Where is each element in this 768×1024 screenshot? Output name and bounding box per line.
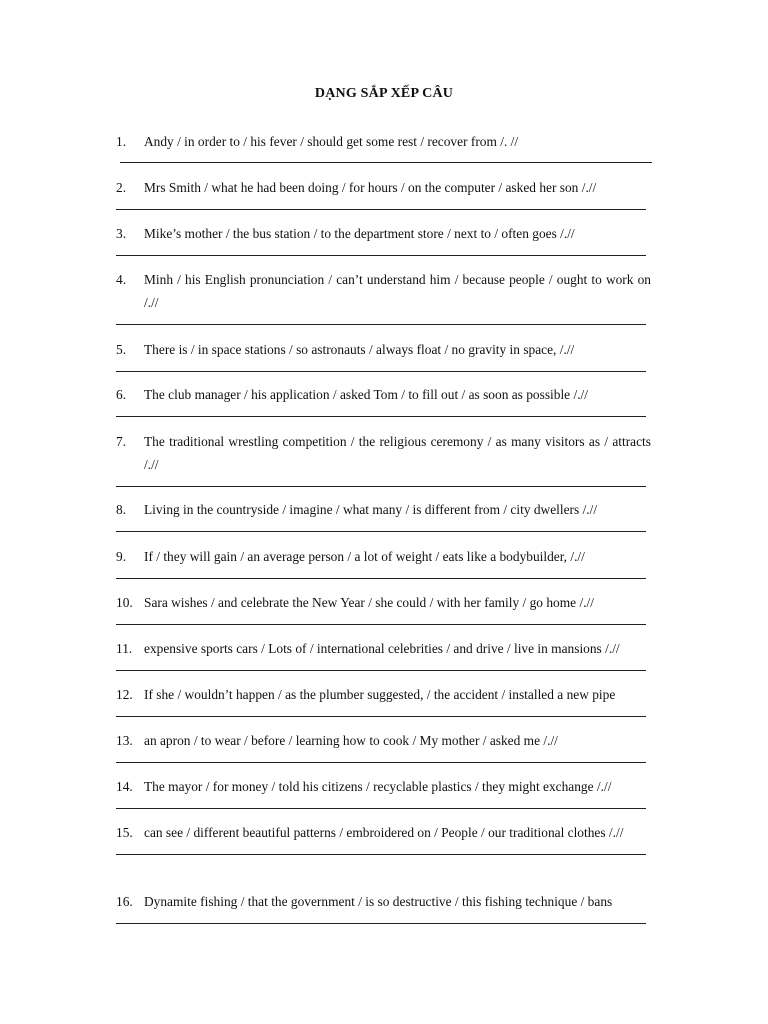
answer-line (116, 324, 646, 325)
answer-line (116, 808, 646, 809)
item-number: 9. (116, 549, 127, 564)
exercise-item-1 (116, 130, 651, 163)
answer-line (116, 486, 646, 487)
item-text: Dynamite fishing / that the government / is so destructive / this fishing technique / bans (144, 894, 613, 909)
item-text: Andy / in order to / his fever / should get some rest / recover from /. // (144, 134, 519, 149)
item-number: 8. (116, 502, 127, 517)
item-text: There is / in space stations / so astronauts / always float / no gravity in space, /.// (144, 342, 575, 357)
item-number: 6. (116, 387, 127, 402)
answer-line (116, 923, 646, 924)
exercise-row (116, 637, 651, 660)
item-text: Minh / his English pronunciation / can’t understand him / because people / ought to work on /.// (144, 272, 651, 310)
item-text: The club manager / his application / asked Tom / to fill out / as soon as possible /.// (144, 387, 588, 402)
item-number: 13. (116, 733, 133, 748)
answer-line (116, 209, 646, 210)
exercise-row (116, 890, 651, 913)
exercise-item-7 (116, 430, 651, 487)
item-text: If she / wouldn’t happen / as the plumber suggested, / the accident / installed a new pipe (144, 687, 616, 702)
item-number: 4. (116, 272, 127, 287)
answer-line (116, 416, 646, 417)
exercise-row (116, 430, 651, 476)
exercise-item-10 (116, 591, 651, 625)
exercise-row (116, 130, 651, 153)
answer-line (116, 255, 646, 256)
item-text: expensive sports cars / Lots of / international celebrities / and drive / live in mansions /.// (144, 641, 620, 656)
exercise-row (116, 775, 651, 798)
answer-line (116, 578, 646, 579)
item-number: 11. (116, 641, 133, 656)
item-text: Sara wishes / and celebrate the New Year / she could / with her family / go home /.// (144, 595, 594, 610)
answer-line (116, 531, 646, 532)
exercise-item-5 (116, 338, 651, 372)
item-text: Living in the countryside / imagine / what many / is different from / city dwellers /.// (144, 502, 598, 517)
item-number: 10. (116, 595, 133, 610)
item-number: 15. (116, 825, 133, 840)
item-number: 1. (116, 134, 127, 149)
item-text: If / they will gain / an average person / a lot of weight / eats like a bodybuilder, /.// (144, 549, 585, 564)
exercise-row (116, 683, 651, 706)
exercise-item-6 (116, 383, 651, 417)
exercise-row (116, 591, 651, 614)
item-text: Mike’s mother / the bus station / to the department store / next to / often goes /.// (144, 226, 575, 241)
exercise-row (116, 338, 651, 361)
answer-line (116, 854, 646, 855)
exercise-row (116, 545, 651, 568)
exercise-item-11 (116, 637, 651, 671)
answer-line (116, 762, 646, 763)
exercise-row (116, 729, 651, 752)
exercise-row (116, 222, 651, 245)
exercise-row (116, 383, 651, 406)
exercise-item-2 (116, 176, 651, 210)
answer-line (116, 624, 646, 625)
item-text: The traditional wrestling competition / the religious ceremony / as many visitors as / attracts /.// (144, 434, 651, 472)
answer-line (120, 162, 652, 163)
item-text: Mrs Smith / what he had been doing / for hours / on the computer / asked her son /.// (144, 180, 597, 195)
exercise-item-4 (116, 268, 651, 325)
exercise-row (116, 176, 651, 199)
exercise-row (116, 498, 651, 521)
exercise-item-14 (116, 775, 651, 809)
exercise-item-12 (116, 683, 651, 717)
item-number: 2. (116, 180, 127, 195)
item-text: The mayor / for money / told his citizens / recyclable plastics / they might exchange /.// (144, 779, 612, 794)
answer-line (116, 670, 646, 671)
exercise-item-8 (116, 498, 651, 532)
item-number: 14. (116, 779, 133, 794)
exercise-row (116, 268, 651, 314)
answer-line (116, 716, 646, 717)
page-title: DẠNG SẮP XẾP CÂU (314, 86, 454, 101)
item-text: can see / different beautiful patterns / embroidered on / People / our traditional clothes /.// (144, 825, 624, 840)
item-number: 16. (116, 894, 133, 909)
item-text: an apron / to wear / before / learning how to cook / My mother / asked me /.// (144, 733, 558, 748)
item-number: 5. (116, 342, 127, 357)
exercise-item-15 (116, 821, 651, 855)
item-number: 7. (116, 434, 127, 449)
exercise-item-9 (116, 545, 651, 579)
exercise-row (116, 821, 651, 844)
item-number: 12. (116, 687, 133, 702)
exercise-item-13 (116, 729, 651, 763)
answer-line (116, 371, 646, 372)
exercise-item-3 (116, 222, 651, 256)
exercise-item-16 (116, 890, 651, 924)
item-number: 3. (116, 226, 127, 241)
